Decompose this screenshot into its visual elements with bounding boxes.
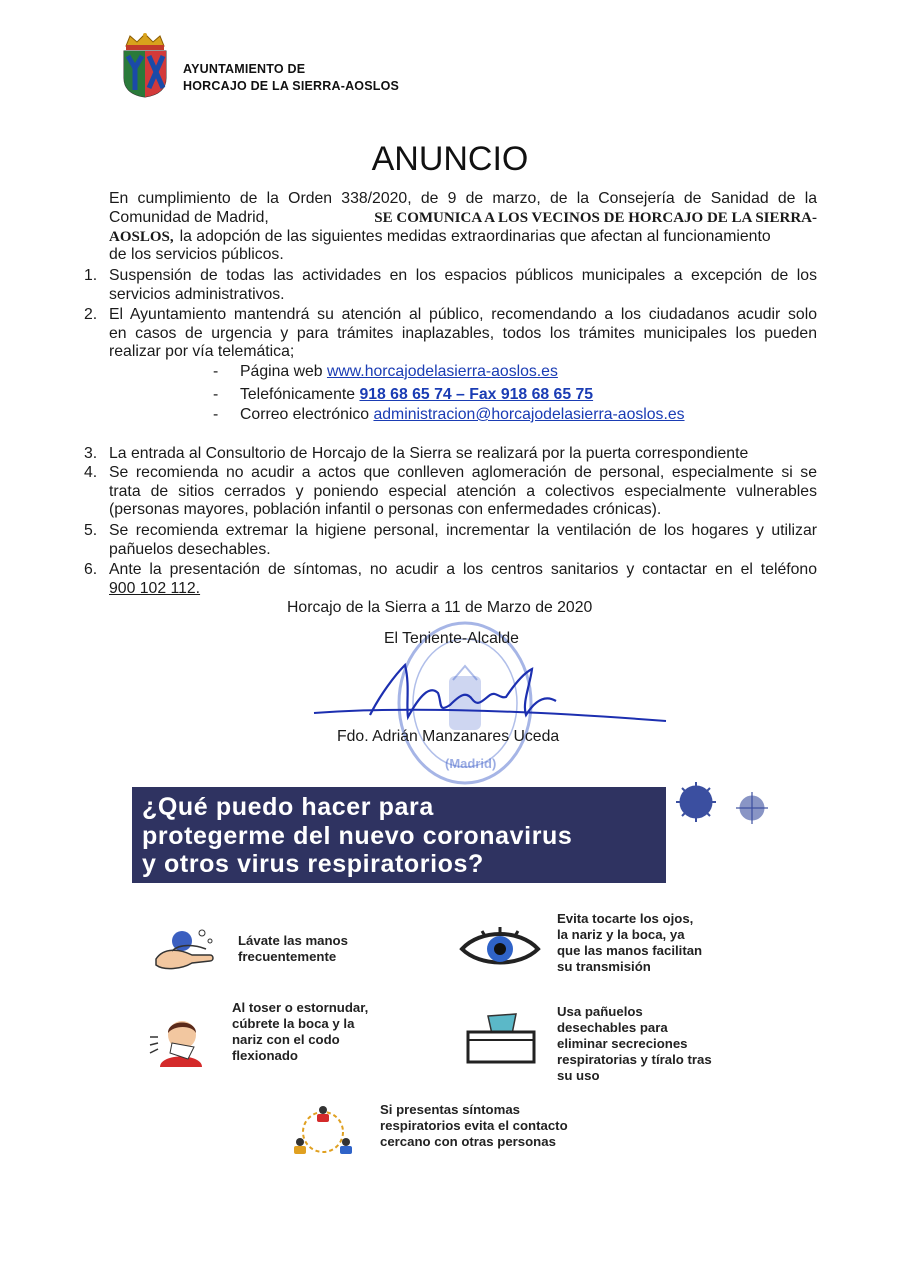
signer-name: Fdo. Adrián Manzanares Uceda [337, 728, 560, 745]
hand-washing-icon [152, 925, 218, 973]
item-4-line-2: trata de sitios cerrados y poniendo especial atención a colectivos especialmente vulnerables [109, 483, 817, 500]
tip-wash-line-2: frecuentemente [238, 949, 337, 964]
item-number: 1. [84, 267, 98, 284]
phone-label: Telefónicamente [240, 386, 356, 403]
item-1-line-1: Suspensión de todas las actividades en los espacios públicos municipales a excepción de los [109, 267, 817, 284]
banner-line-2: protegerme del nuevo coronavirus [142, 822, 573, 850]
item-4-line-1: Se recomienda no acudir a actos que conlleven aglomeración de personal, especialmente si se [109, 464, 817, 481]
signer-role: El Teniente-Alcalde [384, 630, 519, 647]
website-link[interactable]: www.horcajodelasierra-aoslos.es [326, 363, 558, 380]
page-title: ANUNCIO [371, 140, 529, 178]
tip-cough-line-1: Al toser o estornudar, [232, 1000, 369, 1015]
item-5-line-2: pañuelos desechables. [109, 541, 271, 558]
emergency-phone[interactable]: 900 102 112. [109, 580, 201, 597]
email-label: Correo electrónico [240, 406, 370, 423]
org-name-line2: HORCAJO DE LA SIERRA-AOSLOS [183, 79, 400, 93]
tip-eyes-line-1: Evita tocarte los ojos, [557, 911, 694, 926]
tip-eyes-line-3: que las manos facilitan [557, 943, 703, 958]
intro-emphasis-2: AOSLOS, [109, 229, 174, 245]
municipal-crest-icon [118, 32, 172, 98]
banner-line-3: y otros virus respiratorios? [142, 850, 484, 878]
place-date: Horcajo de la Sierra a 11 de Marzo de 2020 [287, 599, 593, 616]
item-2-line-3: realizar por vía telemática; [109, 343, 295, 360]
contact-web [240, 363, 558, 382]
contact-phone [240, 386, 593, 405]
tip-tissue-line-2: desechables para [557, 1020, 668, 1035]
tip-distance-line-1: Si presentas síntomas [380, 1102, 520, 1117]
tip-tissue-line-4: respiratorias y tíralo tras [557, 1052, 712, 1067]
coronavirus-icon [662, 780, 782, 840]
item-5-line-1: Se recomienda extremar la higiene personal, incrementar la ventilación de los hogares y utilizar [109, 522, 817, 539]
sneeze-person-icon [148, 1015, 214, 1067]
handwritten-signature-icon [310, 655, 670, 725]
tip-wash-line-1: Lávate las manos [238, 933, 348, 948]
intro-text: Comunidad de Madrid, [109, 209, 269, 226]
item-3-line-1: La entrada al Consultorio de Horcajo de la Sierra se realizará por la puerta correspondiente [109, 445, 749, 462]
intro-line-4: de los servicios públicos. [109, 246, 284, 263]
item-1-line-2: servicios administrativos. [109, 286, 285, 303]
item-2-line-2: en casos de urgencia y para trámites inaplazables, todos los trámites municipales los pueden [109, 325, 817, 342]
org-name-line1: AYUNTAMIENTO DE [183, 62, 306, 76]
list-dash: - [213, 406, 219, 423]
info-banner [132, 787, 666, 883]
tip-tissue-line-5: su uso [557, 1068, 600, 1083]
tip-cough-line-2: cúbrete la boca y la [232, 1016, 355, 1031]
tip-tissue-line-1: Usa pañuelos [557, 1004, 643, 1019]
tip-eyes-line-2: la nariz y la boca, ya [557, 927, 685, 942]
contact-email [240, 406, 685, 425]
item-number: 2. [84, 306, 98, 323]
item-4-line-3: (personas mayores, población infantil o personas con enfermedades crónicas). [109, 501, 662, 518]
intro-emphasis: SE COMUNICA A LOS VECINOS DE HORCAJO DE LA SIERRA- [374, 210, 817, 226]
item-number: 4. [84, 464, 98, 481]
intro-line-1: En cumplimiento de la Orden 338/2020, de 9 de marzo, de la Consejería de Sanidad de la [109, 190, 817, 207]
banner-line-1: ¿Qué puedo hacer para [142, 793, 434, 821]
phone-number[interactable]: 918 68 65 74 – Fax 918 68 65 75 [359, 386, 594, 403]
list-dash: - [213, 386, 219, 403]
tip-distance-line-2: respiratorios evita el contacto [380, 1118, 568, 1133]
stamp-text: (Madrid) [445, 756, 497, 771]
intro-text-2: la adopción de las siguientes medidas extraordinarias que afectan al funcionamiento [179, 228, 771, 245]
email-link[interactable]: administracion@horcajodelasierra-aoslos.es [373, 406, 685, 423]
item-number: 3. [84, 445, 98, 462]
tip-tissue-line-3: eliminar secreciones [557, 1036, 688, 1051]
item-number: 6. [84, 561, 98, 578]
item-6-line-1: Ante la presentación de síntomas, no acudir a los centros sanitarios y contactar en el teléfono [109, 561, 817, 578]
item-number: 5. [84, 522, 98, 539]
tip-cough-line-4: flexionado [232, 1048, 298, 1063]
web-label: Página web [240, 363, 323, 380]
social-distance-icon [288, 1104, 358, 1160]
tip-distance-line-3: cercano con otras personas [380, 1134, 556, 1149]
list-dash: - [213, 363, 219, 380]
tissue-box-icon [466, 1012, 538, 1064]
intro-line-3 [109, 228, 817, 247]
item-2-line-1: El Ayuntamiento mantendrá su atención al público, recomendando a los ciudadanos acudir solo [109, 306, 817, 323]
intro-line-2 [109, 209, 817, 228]
tip-eyes-line-4: su transmisión [557, 959, 651, 974]
tip-cough-line-3: nariz con el codo [232, 1032, 340, 1047]
eye-icon [458, 925, 542, 969]
